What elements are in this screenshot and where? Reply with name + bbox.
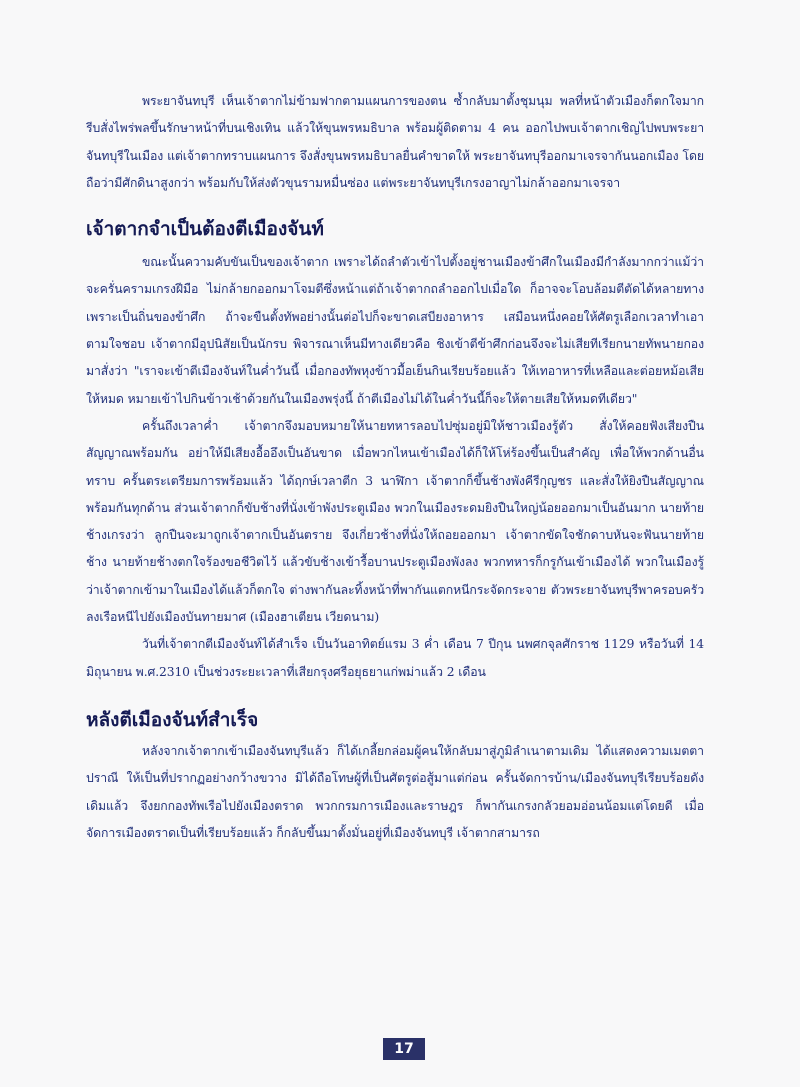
page-content — [86, 88, 704, 847]
paragraph-after-capture: หลังจากเจ้าตากเข้าเมืองจันทบุรีแล้ว ก็ได้เกลี้ยกล่อมผู้คนให้กลับมาสู่ภูมิลำเนาตามเดิม ได้แสดงความเมตตาปราณี ให้เป็นที่ปรากฏอย่างกว้างขวาง มิได้ถือโทษผู้ที่เป็นศัตรูต่อสู้มาแต่ก่อน ครั้นจัดการบ้าน/เมืองจันทบุรีเรียบร้อยดังเดิมแล้ว จึงยกกองทัพเรือไปยังเมืองตราด พวกกรมการเมืองและราษฎร ก็พากันเกรงกลัวยอมอ่อนน้อมแต่โดยดี เมื่อจัดการเมืองตราดเป็นที่เรียบร้อยแล้ว ก็กลับขึ้นมาตั้งมั่นอยู่ที่เมืองจันทบุรี เจ้าตากสามารถ — [86, 743, 704, 840]
paragraph-night-attack: ครั้นถึงเวลาค่ำ เจ้าตากจึงมอบหมายให้นายทหารลอบไปซุ่มอยู่มิให้ชาวเมืองรู้ตัว สั่งให้คอยฟังเสียงปืนสัญญาณพร้อมกัน อย่าให้มีเสียงอื้ออึงเป็นอันขาด เมื่อพวกไหนเข้าเมืองได้ก็ให้โห่ร้องขึ้นเป็นสำคัญ เพื่อให้พวกด้านอื่นทราบ ครั้นตระเตรียมการพร้อมแล้ว ได้ฤกษ์เวลาตีก 3 นาฬิกา เจ้าตากก็ขึ้นช้างพังคีรีกุญชร และสั่งให้ยิงปืนสัญญาณพร้อมกันทุกด้าน ส่วนเจ้าตากก็ขับช้างที่นั่งเข้าพังประตูเมือง พวกในเมืองระดมยิงปืนใหญ่น้อยออกมาเป็นอันมาก นายท้ายช้างเกรงว่า ลูกปืนจะมาถูกเจ้าตากเป็นอันตราย จึงเกี่ยวช้างที่นั่งให้ถอยออกมา เจ้าตากขัดใจชักดาบหันจะฟันนายท้ายช้าง นายท้ายช้างตกใจร้องขอชีวิตไว้ แล้วขับช้างเข้ารื้อบานประตูเมืองพังลง พวกทหารก็กรูกันเข้าเมืองได้ พวกในเมืองรู้ว่าเจ้าตากเข้ามาในเมืองได้แล้วก็ตกใจ ต่างพากันละทิ้งหน้าที่พากันแตกหนีกระจัดกระจาย ตัวพระยาจันทบุรีพาครอบครัวลงเรือหนีไปยังเมืองบันทายมาศ (เมืองฮาเตียน เวียดนาม) — [86, 418, 704, 625]
paragraph-date-of-victory: วันที่เจ้าตากตีเมืองจันท์ได้สำเร็จ เป็นวันอาทิตย์แรม 3 ค่ำ เดือน 7 ปีกุน นพศกจุลศักราช 1129 หรือวันที่ 14 มิถุนายน พ.ศ.2310 เป็นช่วงระยะเวลาที่เสียกรุงศรีอยุธยาแก่พม่าแล้ว 2 เดือน — [86, 637, 704, 679]
page-number: 17 — [383, 1038, 425, 1060]
paragraph-critical-situation: ขณะนั้นความคับขันเป็นของเจ้าตาก เพราะได้ถลำตัวเข้าไปตั้งอยู่ชานเมืองข้าศึกในเมืองมีกำลังมากกว่าแม้ว่าจะครั่นครามเกรงฝีมือ ไม่กล้ายกออกมาโจมตีซึ่งหน้าแต่ถ้าเจ้าตากถลำออกไปเมื่อใด ก็อาจจะโอบล้อมตีตัดได้หลายทาง เพราะเป็นถิ่นของข้าศึก ถ้าจะขืนตั้งทัพอย่างนั้นต่อไปก็จะขาดเสบียงอาหาร เสมือนหนึ่งคอยให้ศัตรูเลือกเวลาทำเอาตามใจชอบ เจ้าตากมีอุปนิสัยเป็นนักรบ พิจารณาเห็นมีทางเดียวคือ ชิงเข้าตีข้าศึกก่อนจึงจะไม่เสียทีเรียกนายทัพนายกองมาสั่งว่า "เราจะเข้าตีเมืองจันท์ในค่ำวันนี้ เมื่อกองทัพหุงข้าวมื้อเย็นกินเรียบร้อยแล้ว ให้เทอาหารที่เหลือและต่อยหม้อเสียให้หมด หมายเข้าไปกินข้าวเช้าด้วยกันในเมืองพรุ่งนี้ ถ้าตีเมืองไม่ได้ในค่ำวันนี้ก็จะให้ตายเสียให้หมดทีเดียว" — [86, 255, 704, 406]
paragraph-phraya-chanthaburi: พระยาจันทบุรี เห็นเจ้าตากไม่ข้ามฟากตามแผนการของตน ซ้ำกลับมาตั้งชุมนุม พลที่หน้าตัวเมืองก็ตกใจมาก รีบสั่งไพร่พลขึ้นรักษาหน้าที่บนเชิงเทิน แล้วให้ขุนพรหมธิบาล พร้อมผู้ติดตาม 4 คน ออกไปพบเจ้าตากเชิญไปพบพระยาจันทบุรีในเมือง แต่เจ้าตากทราบแผนการ จึงสั่งขุนพรหมธิบาลยื่นคำขาดให้ พระยาจันทบุรีออกมาเจรจากันนอกเมือง โดยถือว่ามีศักดินาสูงกว่า พร้อมกับให้ส่งตัวขุนรามหมื่นซ่อง แต่พระยาจันทบุรีเกรงอาญาไม่กล้าออกมาเจรจา — [86, 94, 704, 190]
section-heading-attack-chanthaburi: เจ้าตากจำเป็นต้องตีเมืองจันท์ — [86, 218, 324, 241]
section-heading-after-victory: หลังตีเมืองจันท์สำเร็จ — [86, 708, 259, 731]
